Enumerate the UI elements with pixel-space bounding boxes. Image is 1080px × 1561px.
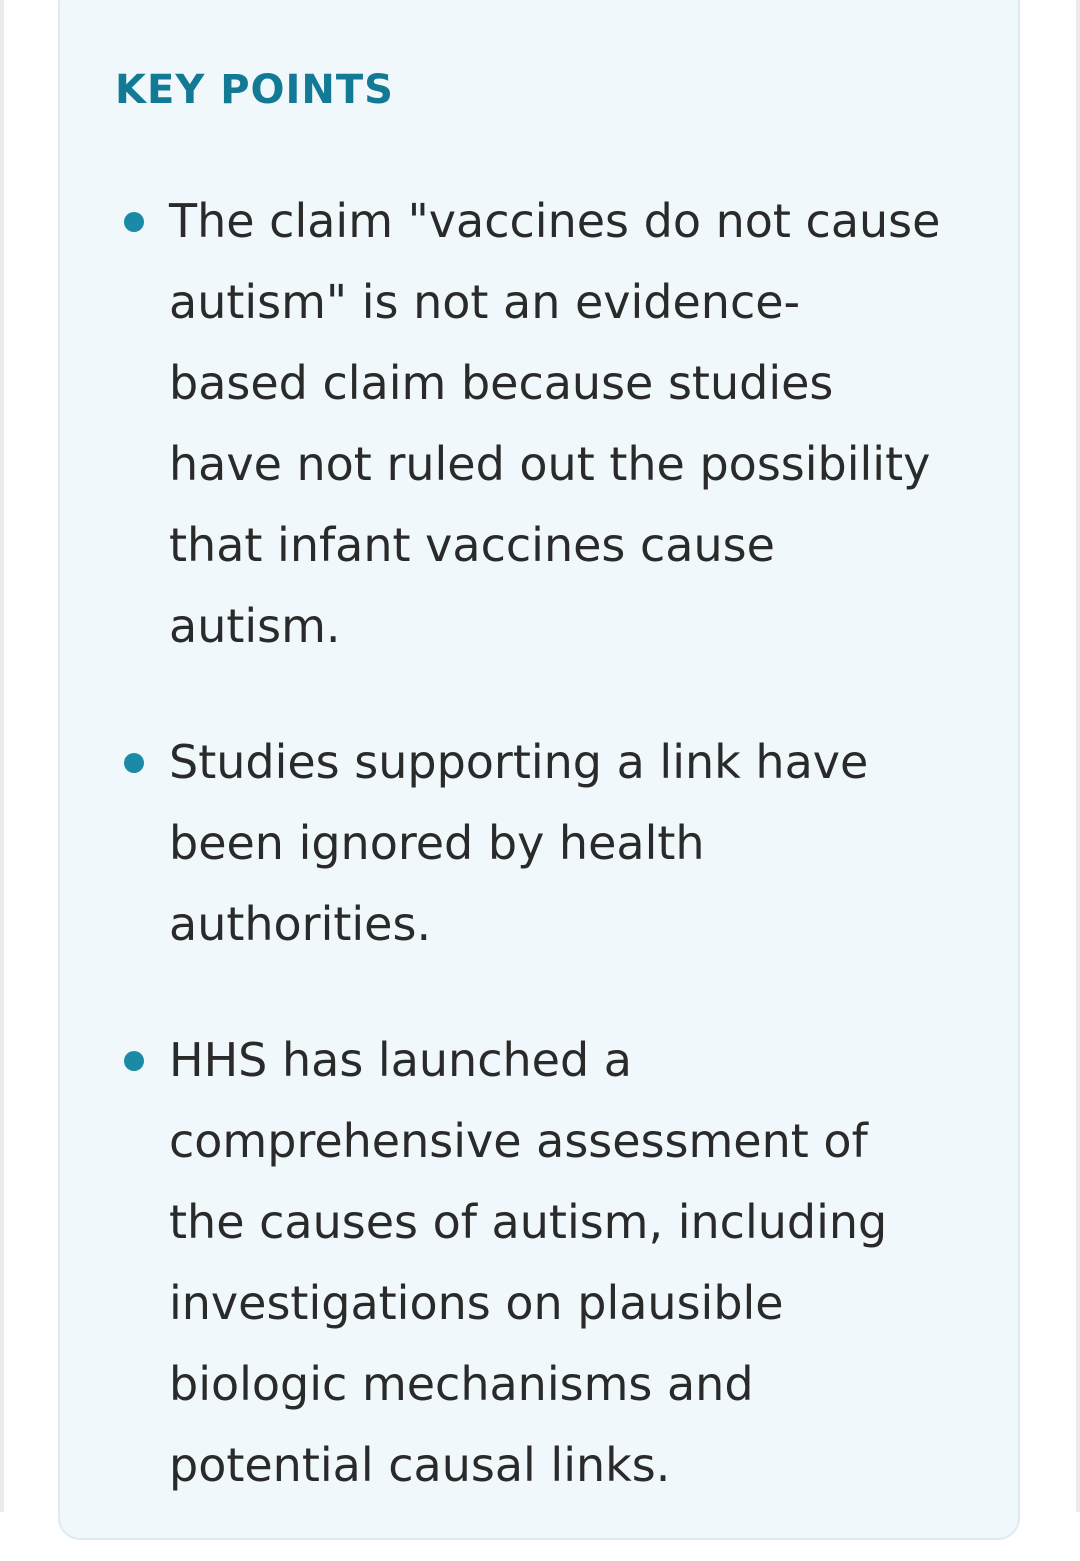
bullet-dot-icon bbox=[124, 212, 144, 232]
key-point-text-line: based claim because studies bbox=[169, 356, 834, 410]
key-points-heading: KEY POINTS bbox=[115, 67, 394, 113]
key-point-text-line: potential causal links. bbox=[169, 1438, 671, 1492]
bullet-dot-icon bbox=[124, 753, 144, 773]
key-points-list bbox=[0, 181, 941, 1561]
key-point-text-line: have not ruled out the possibility bbox=[169, 437, 931, 491]
key-point-text-line: authorities. bbox=[169, 897, 432, 951]
bullet-dot-icon bbox=[124, 1051, 144, 1071]
key-point-text-line: the causes of autism, including bbox=[169, 1195, 888, 1249]
key-point-text-line: comprehensive assessment of bbox=[169, 1114, 868, 1168]
key-point-text-line: that infant vaccines cause bbox=[169, 518, 775, 572]
key-point-2 bbox=[0, 722, 869, 965]
key-point-3 bbox=[0, 1020, 888, 1506]
key-point-text-line: autism" is not an evidence- bbox=[169, 275, 801, 329]
key-point-text-line: biologic mechanisms and bbox=[169, 1357, 754, 1411]
key-point-text-line: investigations on plausible bbox=[169, 1276, 784, 1330]
key-point-text-line: autism. bbox=[169, 599, 341, 653]
key-point-text-line: been ignored by health bbox=[169, 816, 705, 870]
key-point-text-line: HHS has launched a bbox=[169, 1033, 632, 1087]
key-point-1 bbox=[0, 181, 941, 667]
key-point-text-line: The claim "vaccines do not cause bbox=[169, 194, 941, 248]
key-point-text-line: Studies supporting a link have bbox=[169, 735, 869, 789]
page-edge-right bbox=[1076, 0, 1080, 1512]
